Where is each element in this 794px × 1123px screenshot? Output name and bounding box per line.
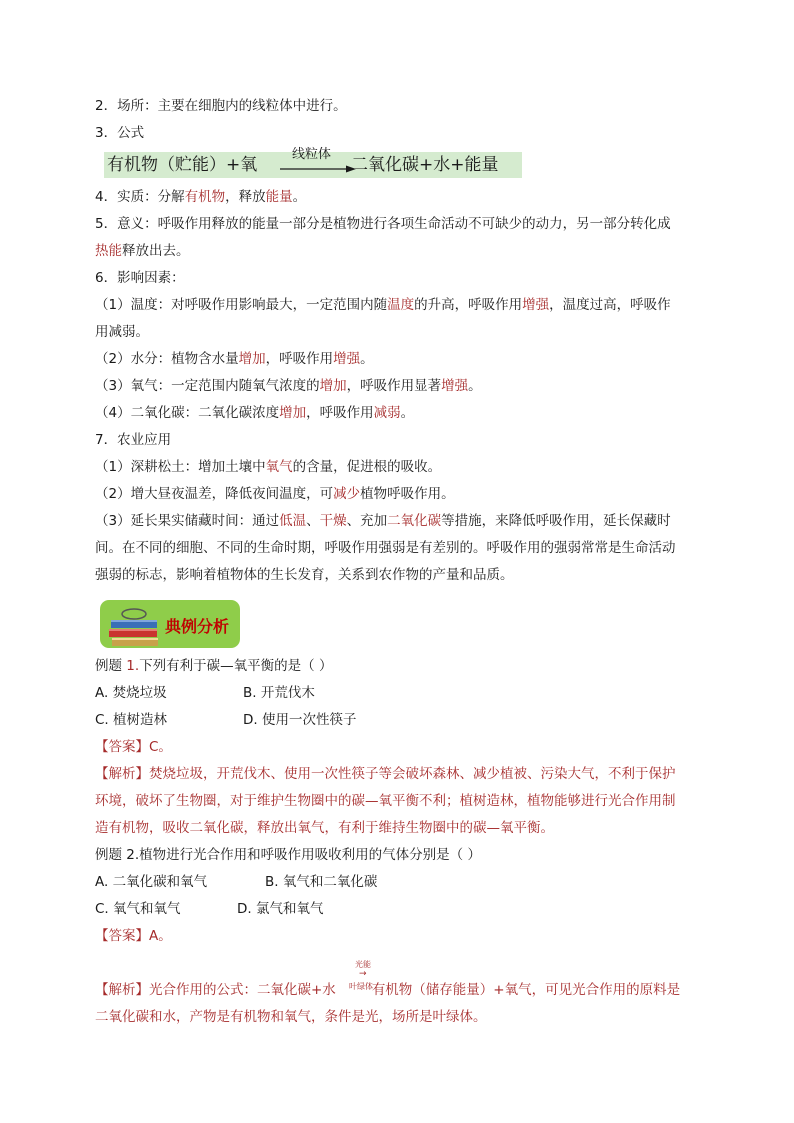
text-line: 间。在不同的细胞、不同的生命时期，呼吸作用强弱是有差别的。呼吸作用的强弱常常是生命活动 xyxy=(95,540,676,556)
options-row xyxy=(95,899,705,919)
analysis-1-line: 环境，破坏了生物圈，对于维护生物圈中的碳—氧平衡不利；植树造林，植物能够进行光合作用制 xyxy=(95,793,676,809)
section-banner xyxy=(100,600,240,648)
text-line: 4．实质：分解有机物，释放能量。 xyxy=(95,189,307,205)
text-line: （1）温度：对呼吸作用影响最大，一定范围内随温度的升高，呼吸作用增强，温度过高，呼吸作 xyxy=(95,297,671,313)
analysis-2-line: 二氧化碳和水，产物是有机物和氧气，条件是光，场所是叶绿体。 xyxy=(95,1009,487,1025)
text-line: 3．公式 xyxy=(95,125,145,141)
analysis-1: 【解析】焚烧垃圾，开荒伐木、使用一次性筷子等会破坏森林、减少植被、污染大气，不利于保护 xyxy=(95,766,676,782)
option-d: D. 氯气和氧气 xyxy=(237,901,324,917)
options-row xyxy=(95,872,705,892)
option-b: B. 氧气和二氧化碳 xyxy=(265,874,378,890)
question-2: 例题 2.植物进行光合作用和呼吸作用吸收利用的气体分别是（ ） xyxy=(95,847,481,863)
option-c: C. 植树造林 xyxy=(95,712,168,728)
option-b: B. 开荒伐木 xyxy=(243,685,315,701)
analysis-1-line: 造有机物，吸收二氧化碳，释放出氧气，有利于维持生物圈中的碳—氧平衡。 xyxy=(95,820,554,836)
formula-condition: 线粒体 xyxy=(292,147,332,162)
answer-2: 【答案】A。 xyxy=(95,928,172,944)
option-a: A. 二氧化碳和氧气 xyxy=(95,874,208,890)
condition-top: 光能 xyxy=(355,960,371,969)
option-d: D. 使用一次性筷子 xyxy=(243,712,357,728)
text-line: 6．影响因素： xyxy=(95,270,185,286)
condition-bottom: 叶绿体 xyxy=(349,982,373,991)
respiration-formula xyxy=(104,147,522,178)
option-a: A. 焚烧垃圾 xyxy=(95,685,167,701)
text-line: 5．意义：呼吸作用释放的能量一部分是植物进行各项生命活动不可缺少的动力，另一部分转化成 xyxy=(95,216,671,232)
condition-arrow-icon: → xyxy=(359,969,367,979)
text-line: （3）延长果实储藏时间：通过低温、干燥、充加二氧化碳等措施，来降低呼吸作用，延长保藏时 xyxy=(95,513,671,529)
option-c: C. 氧气和氧气 xyxy=(95,901,181,917)
options-row xyxy=(95,710,705,730)
text-line: （4）二氧化碳：二氧化碳浓度增加，呼吸作用减弱。 xyxy=(95,405,415,421)
answer-1: 【答案】C。 xyxy=(95,739,172,755)
text-line: 强弱的标志，影响着植物体的生长发育，关系到农作物的产量和品质。 xyxy=(95,567,514,583)
formula-left: 有机物（贮能）+氧 xyxy=(107,155,258,175)
text-line: 2．场所：主要在细胞内的线粒体中进行。 xyxy=(95,98,347,114)
text-line: （1）深耕松土：增加土壤中氧气的含量，促进根的吸收。 xyxy=(95,459,442,475)
text-line: （3）氧气：一定范围内随氧气浓度的增加，呼吸作用显著增强。 xyxy=(95,378,482,394)
text-line: （2）增大昼夜温差，降低夜间温度，可减少植物呼吸作用。 xyxy=(95,486,455,502)
reaction-arrow-icon xyxy=(280,164,356,174)
books-icon xyxy=(106,600,164,648)
text-line: 热能释放出去。 xyxy=(95,243,190,259)
analysis-2: 【解析】光合作用的公式：二氧化碳+水 有机物（储存能量）+氧气，可见光合作用的原料是 xyxy=(95,982,681,998)
options-row xyxy=(95,683,705,703)
section-title: 典例分析 xyxy=(165,617,230,636)
text-line: （2）水分：植物含水量增加，呼吸作用增强。 xyxy=(95,351,374,367)
question-1: 例题 1.下列有利于碳—氧平衡的是（ ） xyxy=(95,658,333,674)
text-line: 7．农业应用 xyxy=(95,432,172,448)
formula-right: 二氧化碳+水+能量 xyxy=(351,155,499,175)
text-line: 用减弱。 xyxy=(95,324,149,340)
